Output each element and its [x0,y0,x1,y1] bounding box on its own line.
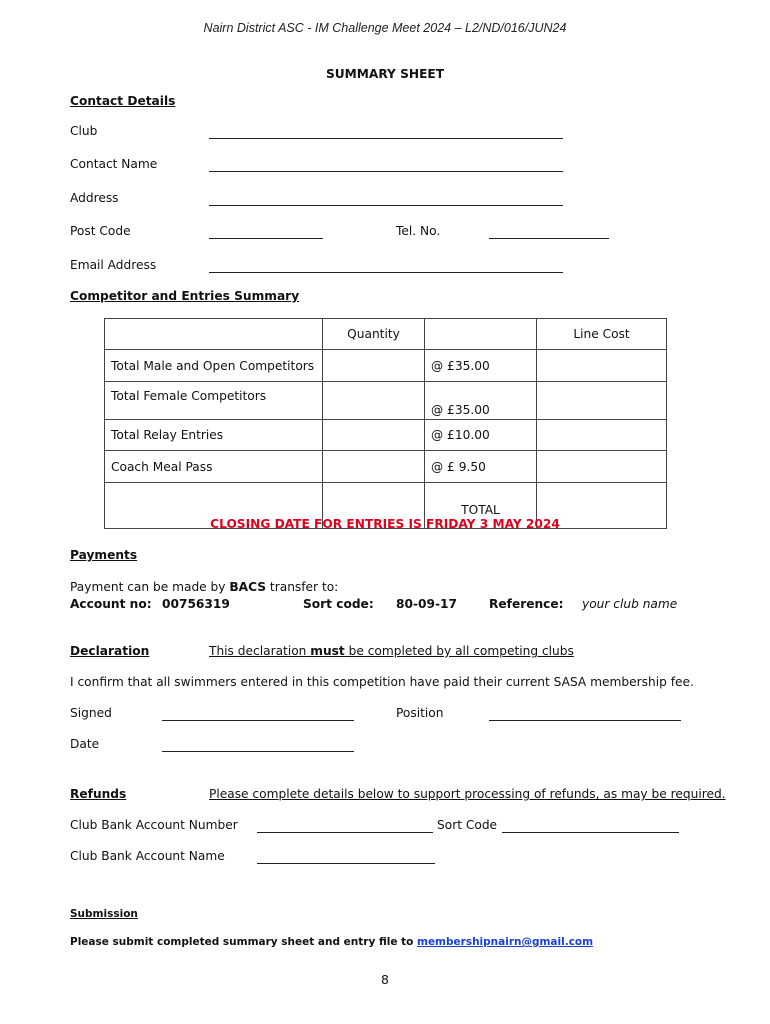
table-row [105,420,667,451]
line-cost-cell[interactable] [537,382,667,420]
price-cell: @ £ 9.50 [425,451,537,483]
submission-email-link[interactable]: membershipnairn@gmail.com [417,936,594,948]
contact-name-label: Contact Name [70,157,158,171]
line-cost-cell[interactable] [537,451,667,483]
row-label: Total Male and Open Competitors [105,350,323,382]
declaration-note [209,644,574,658]
quantity-cell[interactable] [323,350,425,382]
table-row [105,382,667,420]
post-code-field[interactable] [209,238,323,239]
row-label: Total Female Competitors [105,382,323,420]
address-field[interactable] [209,205,563,206]
entries-summary-table [104,318,667,529]
date-field[interactable] [162,751,354,752]
page-title: SUMMARY SHEET [325,67,445,81]
line-cost-cell[interactable] [537,350,667,382]
bacs-text: BACS [229,580,267,594]
payment-intro [70,580,338,594]
address-label: Address [70,191,119,205]
table-row [105,350,667,382]
contact-name-field[interactable] [209,171,563,172]
tel-field[interactable] [489,238,609,239]
quantity-cell[interactable] [323,382,425,420]
summary-heading: Competitor and Entries Summary [70,289,300,303]
date-label: Date [70,737,100,751]
total-label: TOTAL [425,483,537,529]
bank-account-number-field[interactable] [257,832,433,833]
price-cell: @ £35.00 [425,382,537,420]
closing-date-notice: CLOSING DATE FOR ENTRIES IS FRIDAY 3 MAY 2024 [210,517,560,531]
row-label: Coach Meal Pass [105,451,323,483]
line-cost-cell[interactable] [537,420,667,451]
payment-intro-text-end: transfer to: [266,580,339,594]
table-cell [105,319,323,350]
membership-confirmation: I confirm that all swimmers entered in this competition have paid their current SASA membership fee. [70,675,694,689]
table-cell [425,319,537,350]
row-label: Total Relay Entries [105,420,323,451]
quantity-cell[interactable] [323,420,425,451]
refund-sort-code-label: Sort Code [437,818,498,832]
bank-account-name-label: Club Bank Account Name [70,849,225,863]
reference-label: Reference: [489,597,564,611]
payment-intro-text: Payment can be made by [70,580,230,594]
bank-account-number-label: Club Bank Account Number [70,818,238,832]
submission-instruction: Please submit completed summary sheet and entry file to [70,936,417,948]
line-cost-header: Line Cost [537,319,667,350]
payments-heading: Payments [70,548,138,562]
submission-heading: Submission [70,908,138,920]
declaration-note-text-end: be completed by all competing clubs [344,644,574,658]
declaration-note-text: This declaration [209,644,311,658]
sort-code-label: Sort code: [303,597,374,611]
account-no-label: Account no: [70,597,152,611]
refund-sort-code-field[interactable] [502,832,679,833]
must-text: must [310,644,345,658]
quantity-header: Quantity [323,319,425,350]
bank-account-name-field[interactable] [257,863,435,864]
sort-code-value: 80-09-17 [396,597,457,611]
price-cell: @ £35.00 [425,350,537,382]
position-label: Position [396,706,444,720]
tel-label: Tel. No. [396,224,441,238]
signed-label: Signed [70,706,112,720]
refunds-heading: Refunds [70,787,127,801]
price-cell: @ £10.00 [425,420,537,451]
table-header-row [105,319,667,350]
table-row [105,451,667,483]
post-code-label: Post Code [70,224,131,238]
account-no-value: 00756319 [162,597,230,611]
email-field[interactable] [209,272,563,273]
club-field[interactable] [209,138,563,139]
declaration-heading: Declaration [70,644,150,658]
club-label: Club [70,124,98,138]
contact-details-heading: Contact Details [70,94,176,108]
submission-text [70,936,593,948]
position-field[interactable] [489,720,681,721]
quantity-cell[interactable] [323,451,425,483]
page-number: 8 [381,972,389,987]
reference-value: your club name [582,597,678,611]
email-label: Email Address [70,258,157,272]
document-header: Nairn District ASC - IM Challenge Meet 2024 – L2/ND/016/JUN24 [203,21,567,35]
refunds-note: Please complete details below to support processing of refunds, as may be required. [209,787,726,801]
signed-field[interactable] [162,720,354,721]
